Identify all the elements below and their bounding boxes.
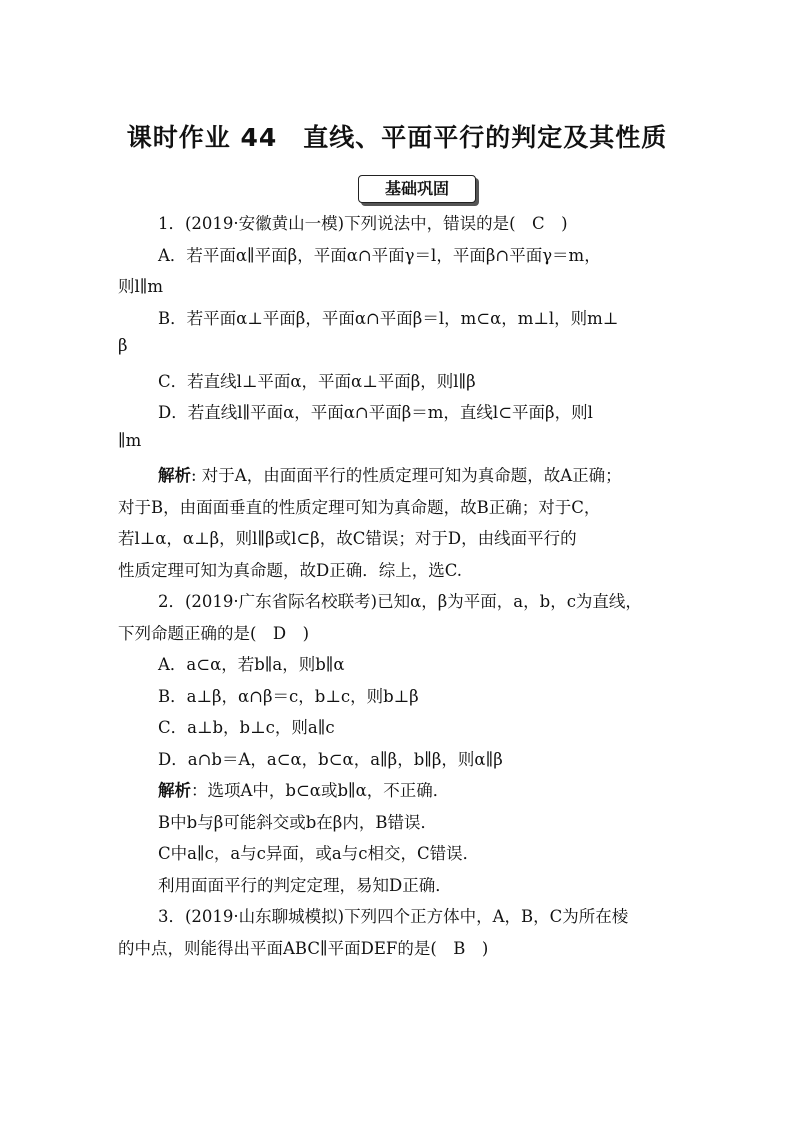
line-text: β xyxy=(118,336,128,355)
text-line xyxy=(118,273,163,297)
line-text: ∥m xyxy=(118,430,142,450)
text-line xyxy=(118,557,462,581)
analysis-line xyxy=(158,777,449,801)
section-badge: 基础巩固 xyxy=(358,175,476,203)
text-line xyxy=(158,368,476,392)
text-line xyxy=(158,809,437,833)
line-text: C．a⊥b，b⊥c，则a∥c xyxy=(158,718,335,737)
page-title: 课时作业 44 直线、平面平行的判定及其性质 xyxy=(126,123,668,152)
line-text: B．若平面α⊥平面β，平面α∩平面β＝l，m⊂α，m⊥l，则m⊥ xyxy=(158,308,619,328)
text-line xyxy=(158,305,618,329)
line-text: B．a⊥β，α∩β＝c，b⊥c，则b⊥β xyxy=(158,686,419,706)
line-text: 下列命题正确的是( D ) xyxy=(118,623,310,643)
line-text: D．a∩b＝A，a⊂α，b⊂α，a∥β，b∥β，则α∥β xyxy=(158,749,503,769)
line-text: 对于B，由面面垂直的性质定理可知为真命题，故B正确；对于C， xyxy=(118,497,601,517)
line-text: C中a∥c，a与c异面，或a与c相交，C错误． xyxy=(158,844,480,863)
line-text: C．若直线l⊥平面α，平面α⊥平面β，则l∥β xyxy=(158,371,476,391)
line-text: A．若平面α∥平面β，平面α∩平面γ＝l，平面β∩平面γ＝m， xyxy=(158,245,601,265)
line-text: 3．(2019·山东聊城模拟)下列四个正方体中，A，B，C为所在棱 xyxy=(158,907,629,926)
text-line xyxy=(158,683,419,707)
text-line xyxy=(118,935,488,959)
line-text: 利用面面平行的判定定理，易知D正确． xyxy=(158,875,452,895)
text-line xyxy=(158,399,593,423)
text-line xyxy=(158,872,452,896)
text-line xyxy=(158,210,568,234)
text-line xyxy=(158,903,628,927)
line-text: A．a⊂α，若b∥a，则b∥α xyxy=(158,655,345,674)
text-line xyxy=(158,840,479,864)
line-text: : 对于A，由面面平行的性质定理可知为真命题，故A正确； xyxy=(191,466,622,485)
analysis-label: 解析 xyxy=(158,466,191,485)
line-text: 性质定理可知为真命题，故D正确．综上，选C. xyxy=(118,560,463,580)
text-line xyxy=(118,525,577,549)
text-line xyxy=(118,494,600,518)
text-line xyxy=(158,651,345,675)
text-line xyxy=(118,431,141,450)
text-line xyxy=(158,242,601,266)
text-line xyxy=(158,746,503,770)
line-text: 若l⊥α，α⊥β，则l∥β或l⊂β，故C错误；对于D，由线面平行的 xyxy=(118,529,577,548)
line-text: 则l∥m xyxy=(118,277,164,296)
line-text: ：选项A中，b⊂α或b∥α，不正确． xyxy=(191,781,450,800)
analysis-label: 解析 xyxy=(158,781,191,800)
text-line xyxy=(118,620,309,644)
line-text: 的中点，则能得出平面ABC∥平面DEF的是( B ) xyxy=(118,938,489,958)
text-line xyxy=(118,336,128,355)
line-text: D．若直线l∥平面α，平面α∩平面β＝m，直线l⊂平面β，则l xyxy=(158,403,593,422)
text-line xyxy=(158,588,642,612)
line-text: 2．(2019·广东省际名校联考)已知α，β为平面，a，b，c为直线， xyxy=(158,592,642,611)
text-line xyxy=(158,714,335,738)
line-text: B中b与β可能斜交或b在β内，B错误． xyxy=(158,812,437,832)
analysis-line xyxy=(158,462,622,486)
line-text: 1．(2019·安徽黄山一模)下列说法中，错误的是( C ) xyxy=(158,214,568,233)
